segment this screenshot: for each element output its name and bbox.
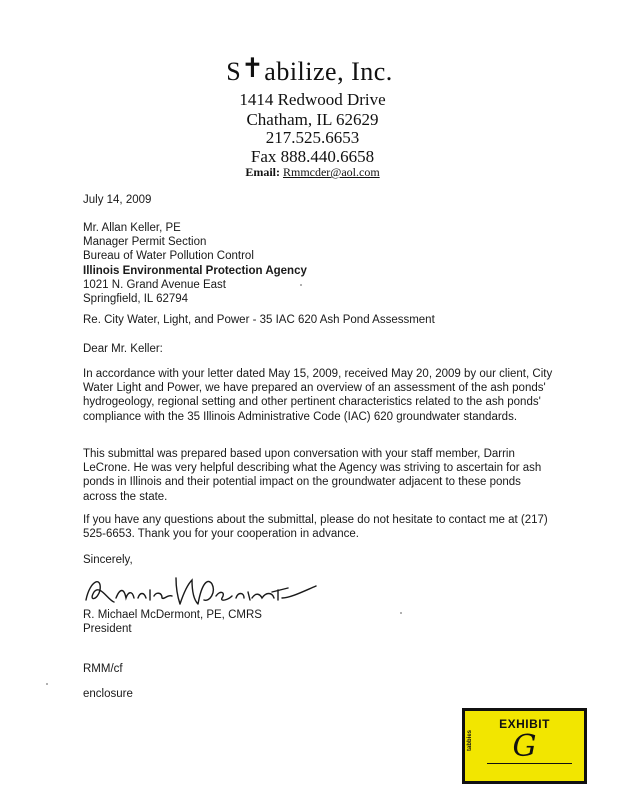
body-paragraph-1: In accordance with your letter dated May 15, 2009, received May 20, 2009 by our client, City Water Light and Power, we have prepared an overview of an assessment of the ash ponds' hydrogeology, regional setting and other pertinent characteristics related to the ash ponds' compliance with the 35 Illinois Administrative Code (IAC) 620 groundwater standards. <box>83 368 553 423</box>
exhibit-letter: G <box>512 729 537 764</box>
exhibit-underline <box>487 763 572 764</box>
typist-initials: RMM/cf <box>83 663 123 675</box>
company-fax: Fax 888.440.6658 <box>250 147 375 166</box>
signer-title: President <box>83 623 132 636</box>
recipient-street: 1021 N. Grand Avenue East <box>83 278 226 291</box>
recipient-agency: Illinois Environmental Protection Agency <box>83 264 307 277</box>
exhibit-label: EXHIBIT <box>499 717 550 731</box>
signer-name: R. Michael McDermont, PE, CMRS <box>83 609 262 621</box>
enclosure-note: enclosure <box>83 688 133 700</box>
exhibit-tab-brand: tabbies <box>467 729 473 751</box>
recipient-bureau: Bureau of Water Pollution Control <box>83 250 254 263</box>
recipient-title: Manager Permit Section <box>83 236 207 249</box>
recipient-city: Springfield, IL 62794 <box>83 293 189 306</box>
closing: Sincerely, <box>83 554 133 566</box>
scan-speck <box>400 612 402 614</box>
recipient-block <box>83 221 307 306</box>
recipient-name: Mr. Allan Keller, PE <box>83 222 181 234</box>
scan-speck <box>300 284 302 286</box>
company-phone: 217.525.6653 <box>265 128 360 147</box>
body-paragraph-3: If you have any questions about the submittal, please do not hesitate to contact me at (217) 525-6653. Thank you for your cooperation in advance. <box>83 514 548 541</box>
body-paragraph-2: This submittal was prepared based upon conversation with your staff member, Darrin LeCrone. He was very helpful describing what the Agency was striving to ascertain for ash ponds in Illinois and their potential impact on the groundwater adjacent to these ponds across the state. <box>83 448 542 503</box>
letter-date: July 14, 2009 <box>83 194 152 206</box>
cross-icon: ✝ <box>241 53 265 83</box>
subject-line: Re. City Water, Light, and Power - 35 IAC 620 Ash Pond Assessment <box>83 314 435 326</box>
company-address-line1: 1414 Redwood Drive <box>239 90 386 109</box>
company-name: S✝abilize, Inc. <box>226 53 393 86</box>
signer-block <box>83 608 262 636</box>
company-address-line2: Chatham, IL 62629 <box>246 110 379 129</box>
company-email <box>3 165 619 180</box>
salutation: Dear Mr. Keller: <box>83 343 163 355</box>
exhibit-sticker <box>462 708 587 784</box>
email-label: Email: <box>245 165 280 179</box>
email-link[interactable]: Rmmcder@aol.com <box>282 165 380 179</box>
scan-speck <box>46 683 48 685</box>
handwritten-signature <box>80 570 320 612</box>
